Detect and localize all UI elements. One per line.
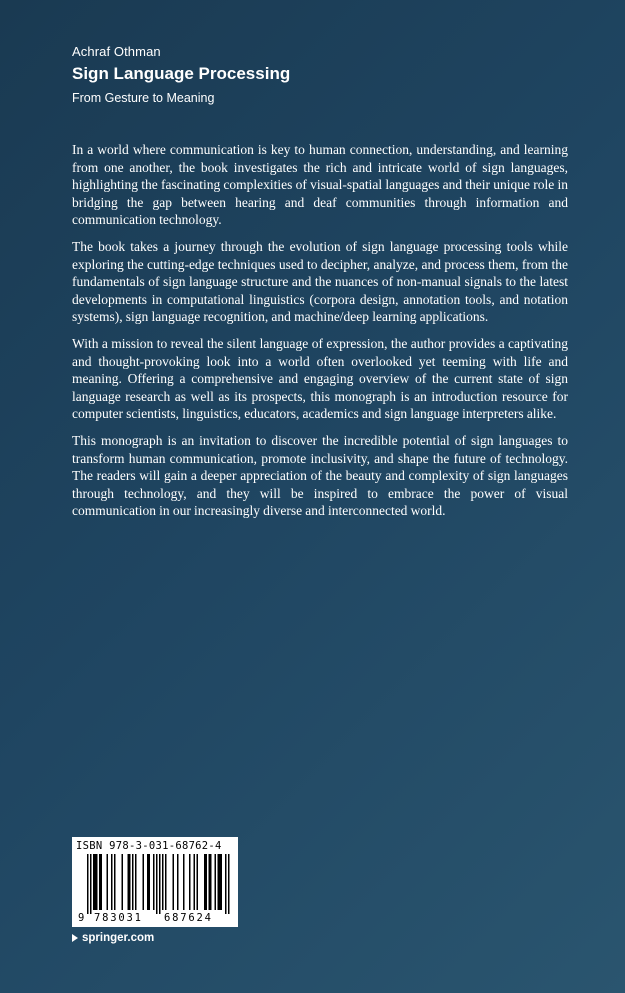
barcode-bar [147,854,149,910]
barcode-bar [143,854,145,910]
publisher-url: springer.com [82,932,155,944]
barcode-guard-bar [156,854,158,914]
barcode-bar [128,854,130,910]
blurb-paragraph: With a mission to reveal the silent language of expression, the author provides a captivating and thought-provoking look into a world often overlooked yet teeming with life and meaning. Offering a comprehensive and engaging overview of the current state of sign language research as well as its prospects, this monograph is an introduction resource for computer scientists, linguistics, educators, academics and sign language interpreters alike. [72,335,568,422]
barcode-bar [135,854,137,910]
barcode-bar [215,854,217,910]
barcode-digits-right: 687624 [164,912,213,924]
barcode-bar [219,854,221,910]
barcode-guard-bar [225,854,227,914]
book-subtitle: From Gesture to Meaning [72,91,215,105]
blurb-paragraph: This monograph is an invitation to discover the incredible potential of sign languages to transform human communication, promote inclusivity, and shape the future of technology. The readers will gain a deeper appreciation of the beauty and complexity of sign languages through technology, and they will be inspired to embrace the power of visual communication in our increasingly diverse and interconnected world. [72,432,568,519]
barcode-bar [221,854,223,910]
barcode-bar [107,854,109,910]
barcode-bar [99,854,101,910]
publisher-link[interactable] [72,932,154,944]
barcode-bar [132,854,134,910]
barcode-bar [177,854,179,910]
barcode-guard-bar [90,854,92,914]
book-title: Sign Language Processing [72,64,291,83]
isbn-barcode [72,837,238,927]
barcode-bar [189,854,191,910]
barcode-bar [153,854,155,910]
barcode-bar [165,854,167,910]
barcode-bar [122,854,124,910]
barcode-bar [114,854,116,910]
author-name: Achraf Othman [72,44,161,59]
barcode-bar [93,854,95,910]
barcode-bar [197,854,199,910]
barcode-digits-left: 783031 [94,912,143,924]
barcode-bar [204,854,206,910]
blurb-text [72,141,568,529]
blurb-paragraph: In a world where communication is key to human connection, understanding, and learning from one another, the book investigates the rich and intricate world of sign languages, highlighting the fascinating complexities of visual-spatial languages and their unique role in bridging the gap between hearing and deaf communities through information and communication technology. [72,142,568,228]
barcode-bar [210,854,212,910]
barcode-bar [111,854,113,910]
barcode-bar [173,854,175,910]
barcode-bar [95,854,97,910]
barcode-bar [194,854,196,910]
barcode-bar [206,854,208,910]
barcode-bar [183,854,185,910]
triangle-arrow-icon [72,934,78,942]
barcode-bar [149,854,151,910]
barcode-guard-bar [228,854,230,914]
barcode-digit-first: 9 [78,912,85,924]
isbn-label: ISBN 978-3-031-68762-4 [76,840,222,852]
barcode-bar [218,854,220,910]
barcode-guard-bar [87,854,89,914]
barcode-bar [101,854,103,910]
blurb-paragraph: The book takes a journey through the evolution of sign language processing tools while exploring the cutting-edge techniques used to decipher, analyze, and process them, from the fundamentals of sign language structure and the nuances of non-manual signals to the latest developments in computational linguistics (corpora design, annotation tools, and notation systems), sign language recognition, and machine/deep learning applications. [72,238,568,325]
barcode-bar [209,854,211,910]
barcode-bars [72,854,238,914]
barcode-bar [162,854,164,910]
barcode-bar [129,854,131,910]
barcode-bar [96,854,98,910]
barcode-guard-bar [159,854,161,914]
